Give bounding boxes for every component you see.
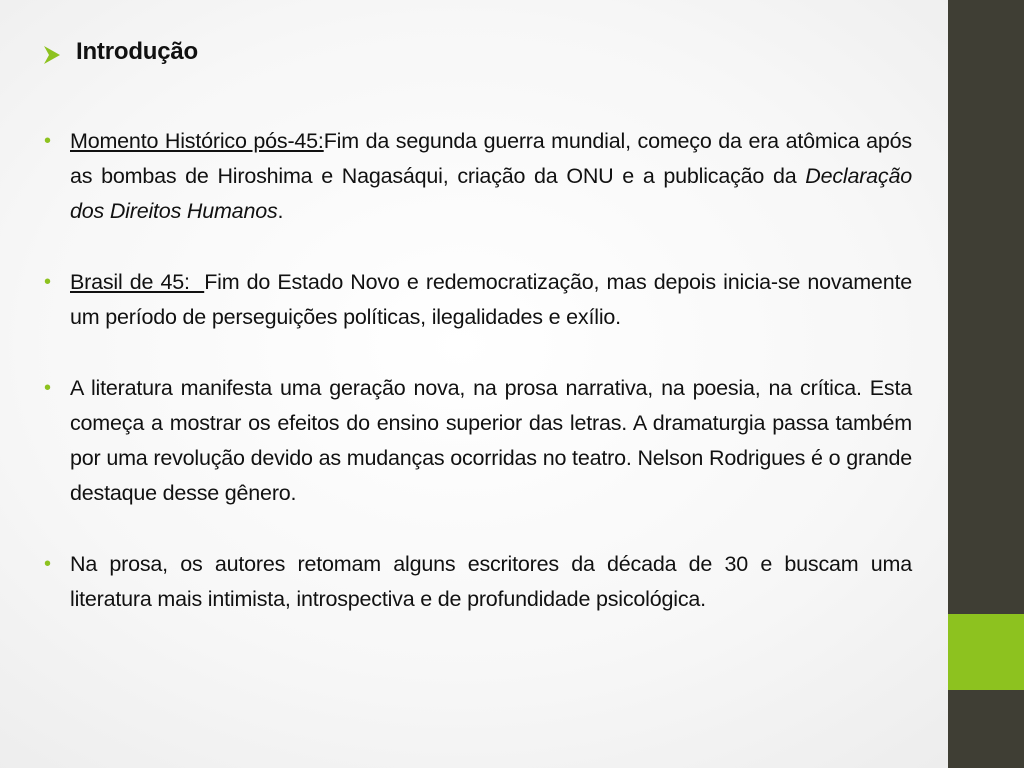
right-decorative-bar bbox=[948, 0, 1024, 768]
heading-text: Introdução bbox=[76, 38, 198, 65]
bullet-dot-icon: • bbox=[44, 377, 51, 399]
slide-heading bbox=[44, 38, 198, 66]
bullet-item bbox=[44, 124, 912, 229]
bullet-dot-icon: • bbox=[44, 553, 51, 575]
bullet-lead: Brasil de 45: bbox=[70, 270, 205, 294]
slide-content bbox=[44, 124, 912, 653]
green-accent-block bbox=[948, 614, 1024, 690]
arrow-bullet-icon bbox=[44, 43, 60, 61]
bullet-lead: Momento Histórico pós-45: bbox=[70, 129, 324, 153]
bullet-text: Na prosa, os autores retomam alguns escritores da década de 30 e buscam uma literatura mais intimista, introspectiva e de profundidade psicológica. bbox=[70, 552, 912, 611]
bullet-item bbox=[44, 371, 912, 511]
bullet-text: Fim da segunda guerra mundial, começo da era atômica após as bombas de Hiroshima e Nagasáqui, criação da ONU e a publicação da bbox=[70, 129, 912, 188]
bullet-text: A literatura manifesta uma geração nova, na prosa narrativa, na poesia, na crítica. Esta começa a mostrar os efeitos do ensino superior das letras. A dramaturgia passa também por uma revolução devido as mudanças ocorridas no teatro. Nelson Rodrigues é o grande destaque desse gênero. bbox=[70, 376, 912, 505]
bullet-item bbox=[44, 547, 912, 617]
bullet-italic: Declaração dos Direitos Humanos bbox=[70, 164, 912, 223]
bullet-dot-icon: • bbox=[44, 271, 51, 293]
bullet-tail: . bbox=[277, 199, 284, 223]
bullet-dot-icon: • bbox=[44, 130, 51, 152]
bullet-text: Fim do Estado Novo e redemocratização, mas depois inicia-se novamente um período de perseguições políticas, ilegalidades e exílio. bbox=[70, 270, 912, 329]
bullet-item bbox=[44, 265, 912, 335]
